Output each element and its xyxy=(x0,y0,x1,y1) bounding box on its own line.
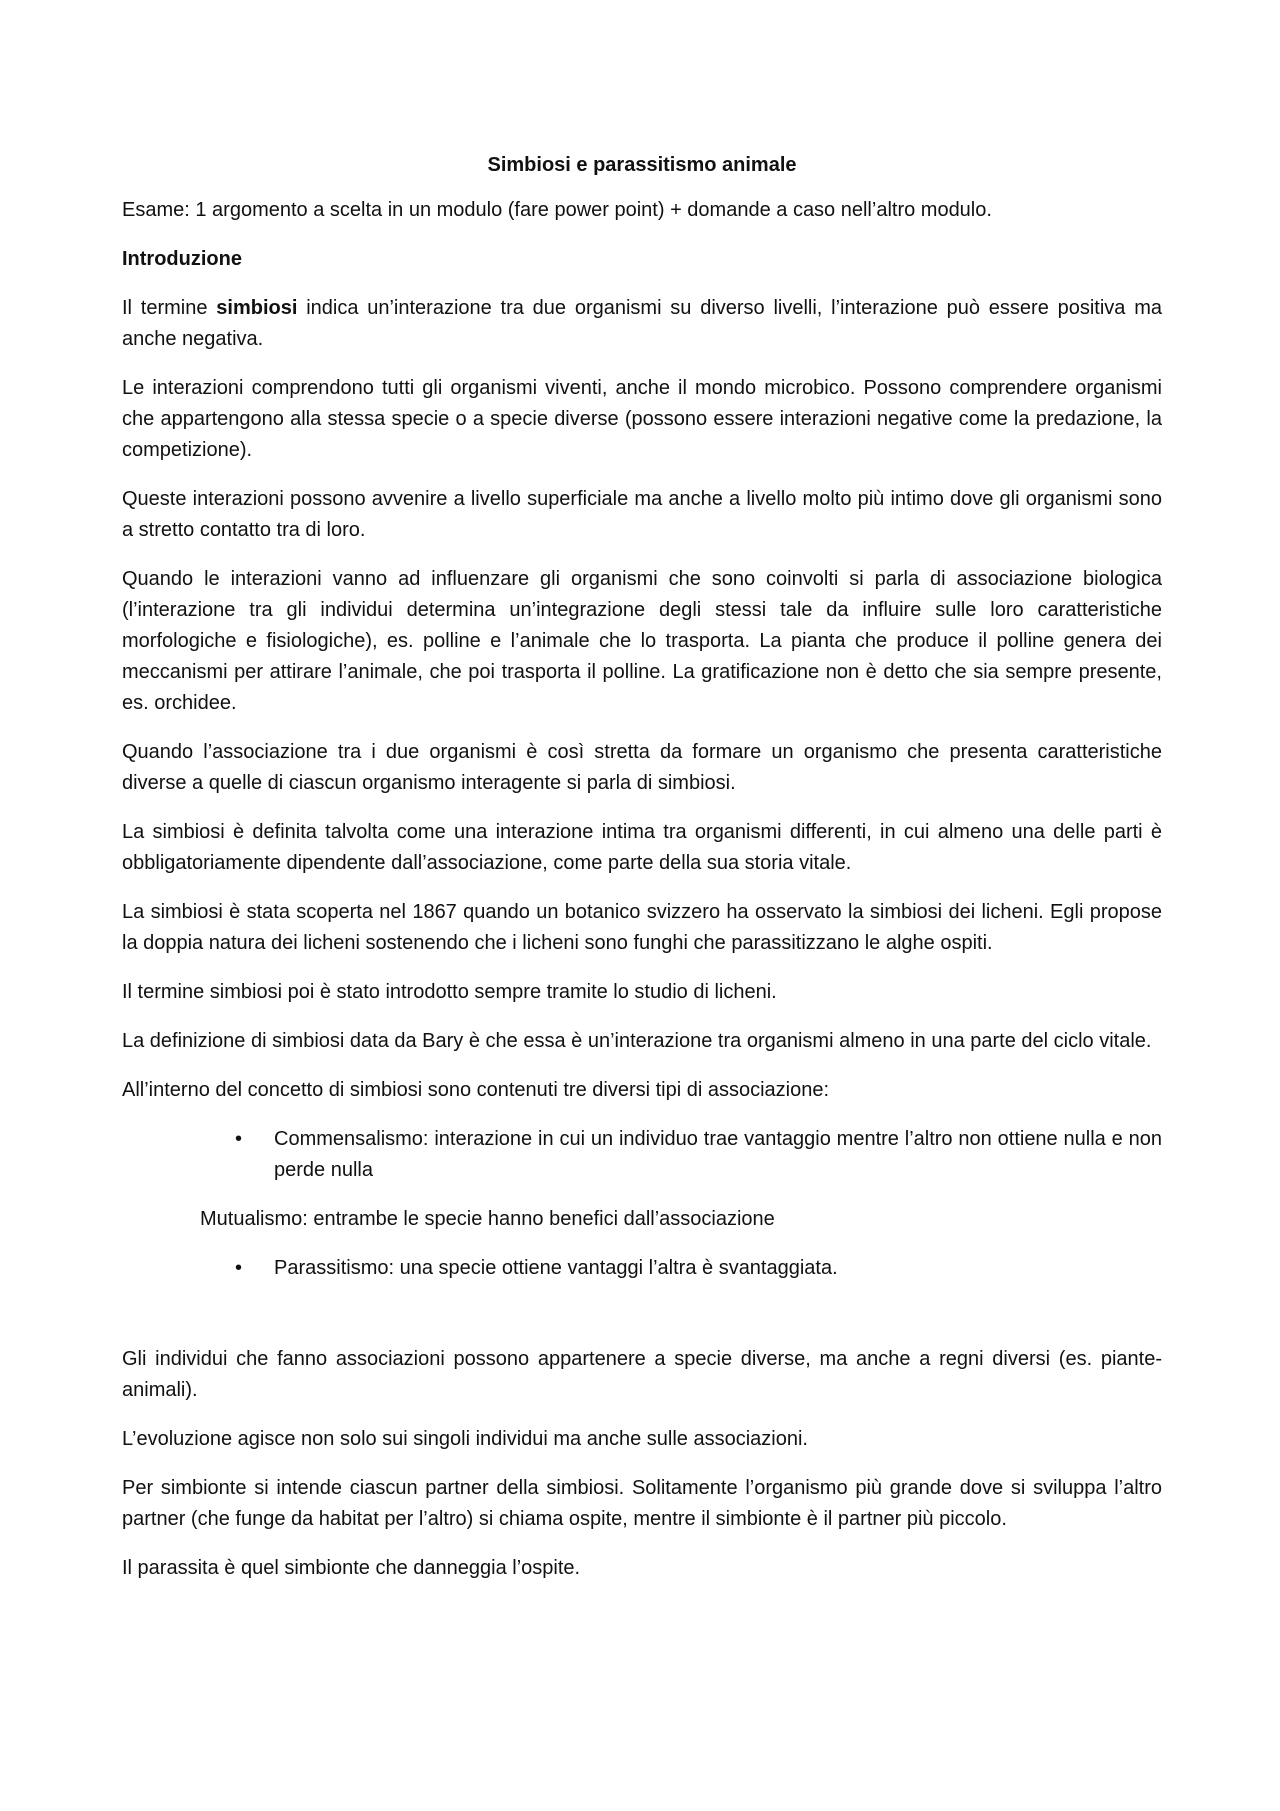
paragraph-9: La definizione di simbiosi data da Bary è che essa è un’interazione tra organismi almeno in una parte del ciclo vitale. xyxy=(122,1030,1152,1052)
exam-note: Esame: 1 argomento a scelta in un modulo (fare power point) + domande a caso nell’altro modulo. xyxy=(122,199,992,221)
list-item-text: Commensalismo: interazione in cui un individuo trae vantaggio mentre l’altro non ottiene nulla e non perde nulla xyxy=(274,1128,1162,1181)
blank-space xyxy=(122,1302,1162,1344)
term-simbiosi: simbiosi xyxy=(216,297,298,319)
paragraph-2: Le interazioni comprendono tutti gli organismi viventi, anche il mondo microbico. Possono comprendere organismi che appartengono alla stessa specie o a specie diverse (possono essere interazioni negative come la predazione, la competizione). xyxy=(122,377,1162,461)
paragraph-10: All’interno del concetto di simbiosi sono contenuti tre diversi tipi di associazione: xyxy=(122,1079,830,1101)
paragraph-12: L’evoluzione agisce non solo sui singoli individui ma anche sulle associazioni. xyxy=(122,1428,808,1450)
paragraph-6: La simbiosi è definita talvolta come una interazione intima tra organismi differenti, in cui almeno una delle parti è obbligatoriamente dipendente dall’associazione, come parte della sua storia vitale. xyxy=(122,821,1162,874)
paragraph-7: La simbiosi è stata scoperta nel 1867 quando un botanico svizzero ha osservato la simbiosi dei licheni. Egli propose la doppia natura dei licheni sostenendo che i licheni sono funghi che parassitizzano le alghe ospiti. xyxy=(122,901,1162,954)
list-item-mutualismo: Mutualismo: entrambe le specie hanno benefici dall’associazione xyxy=(200,1208,775,1230)
document-title: Simbiosi e parassitismo animale xyxy=(487,154,797,176)
paragraph-1-end: indica un’interazione tra due organismi su diverso livelli, l’interazione può essere positiva ma anche negativa. xyxy=(122,297,1162,350)
paragraph-13: Per simbionte si intende ciascun partner della simbiosi. Solitamente l’organismo più grande dove si sviluppa l’altro partner (che funge da habitat per l’altro) si chiama ospite, mentre il simbionte è il partner più piccolo. xyxy=(122,1477,1162,1530)
section-heading: Introduzione xyxy=(122,248,242,270)
paragraph-1 xyxy=(122,293,1162,355)
list-item-parassitismo xyxy=(122,1253,1162,1284)
paragraph-3: Queste interazioni possono avvenire a livello superficiale ma anche a livello molto più intimo dove gli organismi sono a stretto contatto tra di loro. xyxy=(122,488,1162,541)
bullet-icon: • xyxy=(235,1257,243,1279)
paragraph-11: Gli individui che fanno associazioni possono appartenere a specie diverse, ma anche a regni diversi (es. piante-animali). xyxy=(122,1348,1162,1401)
paragraph-5: Quando l’associazione tra i due organismi è così stretta da formare un organismo che presenta caratteristiche diverse a quelle di ciascun organismo interagente si parla di simbiosi. xyxy=(122,741,1162,794)
paragraph-8: Il termine simbiosi poi è stato introdotto sempre tramite lo studio di licheni. xyxy=(122,981,777,1003)
paragraph-14: Il parassita è quel simbionte che danneggia l’ospite. xyxy=(122,1557,581,1579)
bullet-icon: • xyxy=(235,1128,243,1150)
list-item-text: Parassitismo: una specie ottiene vantaggi l’altra è svantaggiata. xyxy=(274,1257,838,1279)
paragraph-4: Quando le interazioni vanno ad influenzare gli organismi che sono coinvolti si parla di associazione biologica (l’interazione tra gli individui determina un’integrazione degli stessi tale da influire sulle loro caratteristiche morfologiche e fisiologiche), es. polline e l’animale che lo trasporta. La pianta che produce il polline genera dei meccanismi per attirare l’animale, che poi trasporta il polline. La gratificazione non è detto che sia sempre presente, es. orchidee. xyxy=(122,568,1162,714)
list-item-commensalismo xyxy=(122,1124,1162,1186)
document-body xyxy=(122,150,1162,1602)
paragraph-1-start: Il termine xyxy=(122,297,217,319)
